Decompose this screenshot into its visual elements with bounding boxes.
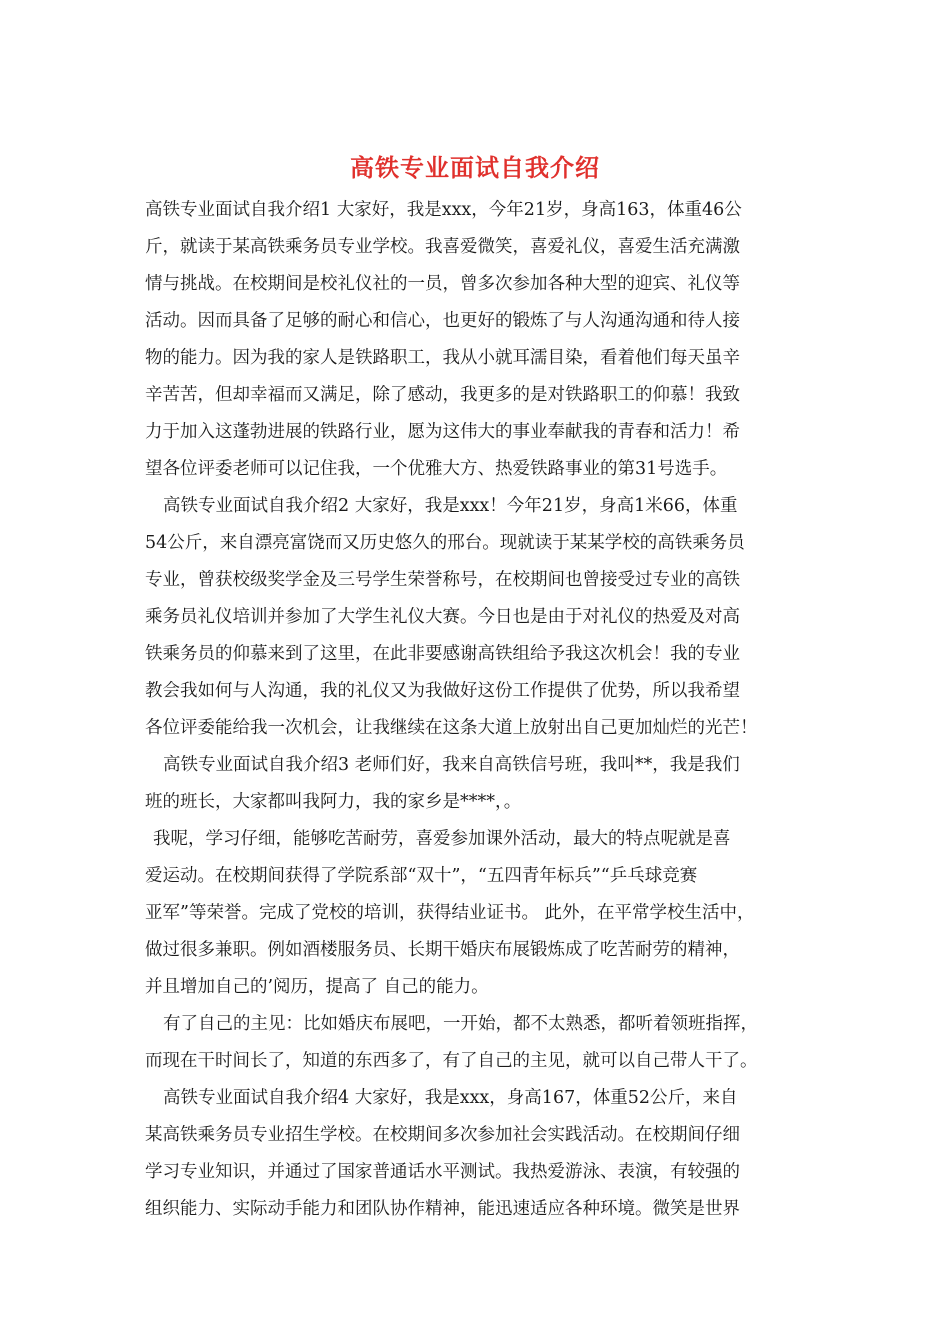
text-line: 班的班长，大家都叫我阿力，我的家乡是****，。 bbox=[145, 792, 522, 812]
text-line: 情与挑战。在校期间是校礼仪社的一员，曾多次参加各种大型的迎宾、礼仪等 bbox=[145, 274, 740, 294]
document-title: 高铁专业面试自我介绍 bbox=[350, 153, 600, 182]
text-line: 乘务员礼仪培训并参加了大学生礼仪大赛。今日也是由于对礼仪的热爱及对高 bbox=[145, 607, 740, 627]
paragraph-start-line: 我呢，学习仔细，能够吃苦耐劳，喜爱参加课外活动，最大的特点呢就是喜 bbox=[153, 829, 731, 849]
text-line: 亚军”等荣誉。完成了党校的培训，获得结业证书。 此外，在平常学校生活中， bbox=[145, 903, 755, 923]
text-line: 物的能力。因为我的家人是铁路职工，我从小就耳濡目染，看着他们每天虽辛 bbox=[145, 348, 740, 368]
text-line: 斤，就读于某高铁乘务员专业学校。我喜爱微笑，喜爱礼仪，喜爱生活充满激 bbox=[145, 237, 740, 257]
text-line: 而现在干时间长了，知道的东西多了，有了自己的主见，就可以自己带人干了。 bbox=[145, 1051, 758, 1071]
text-line: 铁乘务员的仰慕来到了这里，在此非要感谢高铁组给予我这次机会！我的专业 bbox=[145, 644, 740, 664]
text-line: 54公斤，来自漂亮富饶而又历史悠久的邢台。现就读于某某学校的高铁乘务员 bbox=[145, 533, 745, 553]
paragraph-start-line: 高铁专业面试自我介绍3 老师们好，我来自高铁信号班，我叫**，我是我们 bbox=[163, 755, 740, 775]
text-line: 某高铁乘务员专业招生学校。在校期间多次参加社会实践活动。在校期间仔细 bbox=[145, 1125, 740, 1145]
text-line: 活动。因而具备了足够的耐心和信心，也更好的锻炼了与人沟通沟通和待人接 bbox=[145, 311, 740, 331]
text-line: 爱运动。在校期间获得了学院系部“双十”，“五四青年标兵”“乒乓球竞赛 bbox=[145, 866, 698, 886]
text-line: 学习专业知识，并通过了国家普通话水平测试。我热爱游泳、表演，有较强的 bbox=[145, 1162, 740, 1182]
text-line: 教会我如何与人沟通，我的礼仪又为我做好这份工作提供了优势，所以我希望 bbox=[145, 681, 740, 701]
text-line: 望各位评委老师可以记住我，一个优雅大方、热爱铁路事业的第31号选手。 bbox=[145, 459, 728, 479]
paragraph-start-line: 高铁专业面试自我介绍2 大家好，我是xxx！今年21岁，身高1米66，体重 bbox=[163, 496, 738, 516]
text-line: 各位评委能给我一次机会，让我继续在这条大道上放射出自己更加灿烂的光芒！ bbox=[145, 718, 758, 738]
text-line: 高铁专业面试自我介绍1 大家好，我是xxx，今年21岁，身高163，体重46公 bbox=[145, 200, 742, 220]
text-line: 专业，曾获校级奖学金及三号学生荣誉称号，在校期间也曾接受过专业的高铁 bbox=[145, 570, 740, 590]
document-body bbox=[145, 192, 815, 1228]
paragraph-start-line: 有了自己的主见：比如婚庆布展吧，一开始，都不太熟悉，都听着领班指挥， bbox=[163, 1014, 758, 1034]
text-line: 做过很多兼职。例如酒楼服务员、长期干婚庆布展锻炼成了吃苦耐劳的精神， bbox=[145, 940, 740, 960]
text-line: 力于加入这蓬勃进展的铁路行业，愿为这伟大的事业奉献我的青春和活力！希 bbox=[145, 422, 740, 442]
paragraph-start-line: 高铁专业面试自我介绍4 大家好，我是xxx，身高167，体重52公斤，来自 bbox=[163, 1088, 738, 1108]
text-line: 组织能力、实际动手能力和团队协作精神，能迅速适应各种环境。微笑是世界 bbox=[145, 1199, 740, 1219]
text-line: 并且增加自己的’阅历，提高了 自己的能力。 bbox=[145, 977, 489, 997]
text-line: 辛苦苦，但却幸福而又满足，除了感动，我更多的是对铁路职工的仰慕！我致 bbox=[145, 385, 740, 405]
